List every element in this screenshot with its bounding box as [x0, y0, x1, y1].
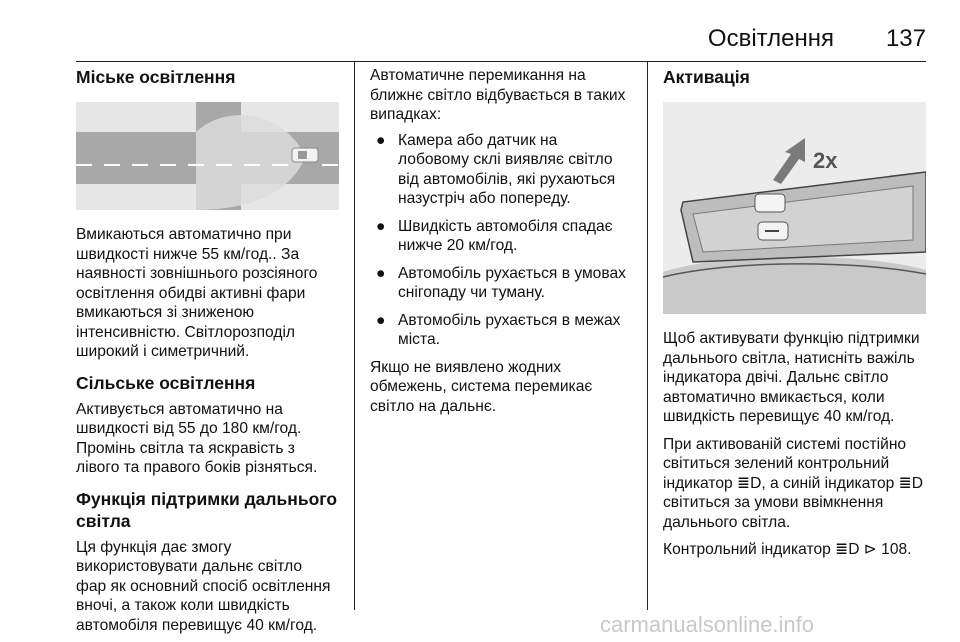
high-beam-assist-text: Ця функція дає змогу використовувати дальнє світло фар як основний спосіб освітлення вночі, а також коли швидкість автомобіля перевищує 40 км/год.: [76, 538, 331, 634]
heading-activation: Активація: [663, 67, 750, 87]
auto-switch-outro: Якщо не виявлено жодних обмежень, система перемикає світло на дальнє.: [370, 358, 593, 415]
watermark: carmanualsonline.info: [600, 612, 815, 637]
list-item: ● Автомобіль рухається в межах міста.: [376, 311, 621, 348]
auto-switch-intro: Автоматичне перемикання на ближнє світло відбувається в таких випадках:: [370, 67, 626, 123]
column-3: [663, 66, 933, 560]
indicator-reference: Контрольний індикатор ≣D ⊳ 108.: [663, 541, 912, 558]
city-lighting-text: Вмикаються автоматично при швидкості нижче 55 км/год.. За наявності зовнішнього розсіяного освітлення обидві активні фари вмикаються зі зниженою інтенсивністю. Світлорозподіл широкий і симетричний.: [76, 226, 318, 360]
heading-country-lighting: Сільське освітлення: [76, 372, 256, 393]
indicator-lever-figure: [663, 102, 926, 314]
page-header: [76, 24, 926, 54]
high-beam-icon: [755, 194, 785, 212]
list-item: ● Швидкість автомобіля спадає нижче 20 км/год.: [376, 217, 613, 254]
column-2: [370, 66, 635, 416]
conditions-list: [370, 131, 635, 350]
list-item: ● Камера або датчик на лобовому склі виявляє світло від автомобілів, які рухаються назустріч або попереду.: [376, 131, 616, 207]
city-lighting-figure: [76, 102, 339, 210]
column-1: [76, 66, 340, 635]
page-title: Освітлення: [707, 25, 834, 52]
heading-high-beam-assist: Функція підтримки дальнього світла: [76, 488, 338, 531]
heading-city-lighting: Міське освітлення: [76, 67, 236, 87]
column-divider-1: [354, 62, 355, 610]
figure-label: 2x: [813, 148, 838, 173]
activation-text: Щоб активувати функцію підтримки дальнього світла, натисніть важіль індикатора двічі. Дальнє світло автоматично вмикається, коли швидкість перевищує 40 км/год.: [663, 330, 920, 425]
country-lighting-text: Активується автоматично на швидкості від 55 до 180 км/год. Промінь світла та яскравість з лівого та правого боків різняться.: [76, 400, 318, 476]
column-divider-2: [647, 62, 648, 610]
page-number: 137: [885, 25, 926, 52]
header-rule: [76, 61, 926, 62]
list-item: ● Автомобіль рухається в умовах снігопаду чи туману.: [376, 264, 626, 301]
indicator-text: При активованій системі постійно світиться зелений контрольний індикатор ≣D, а синій індикатор ≣D світиться за умови ввімкнення дальнього світла.: [663, 435, 923, 531]
